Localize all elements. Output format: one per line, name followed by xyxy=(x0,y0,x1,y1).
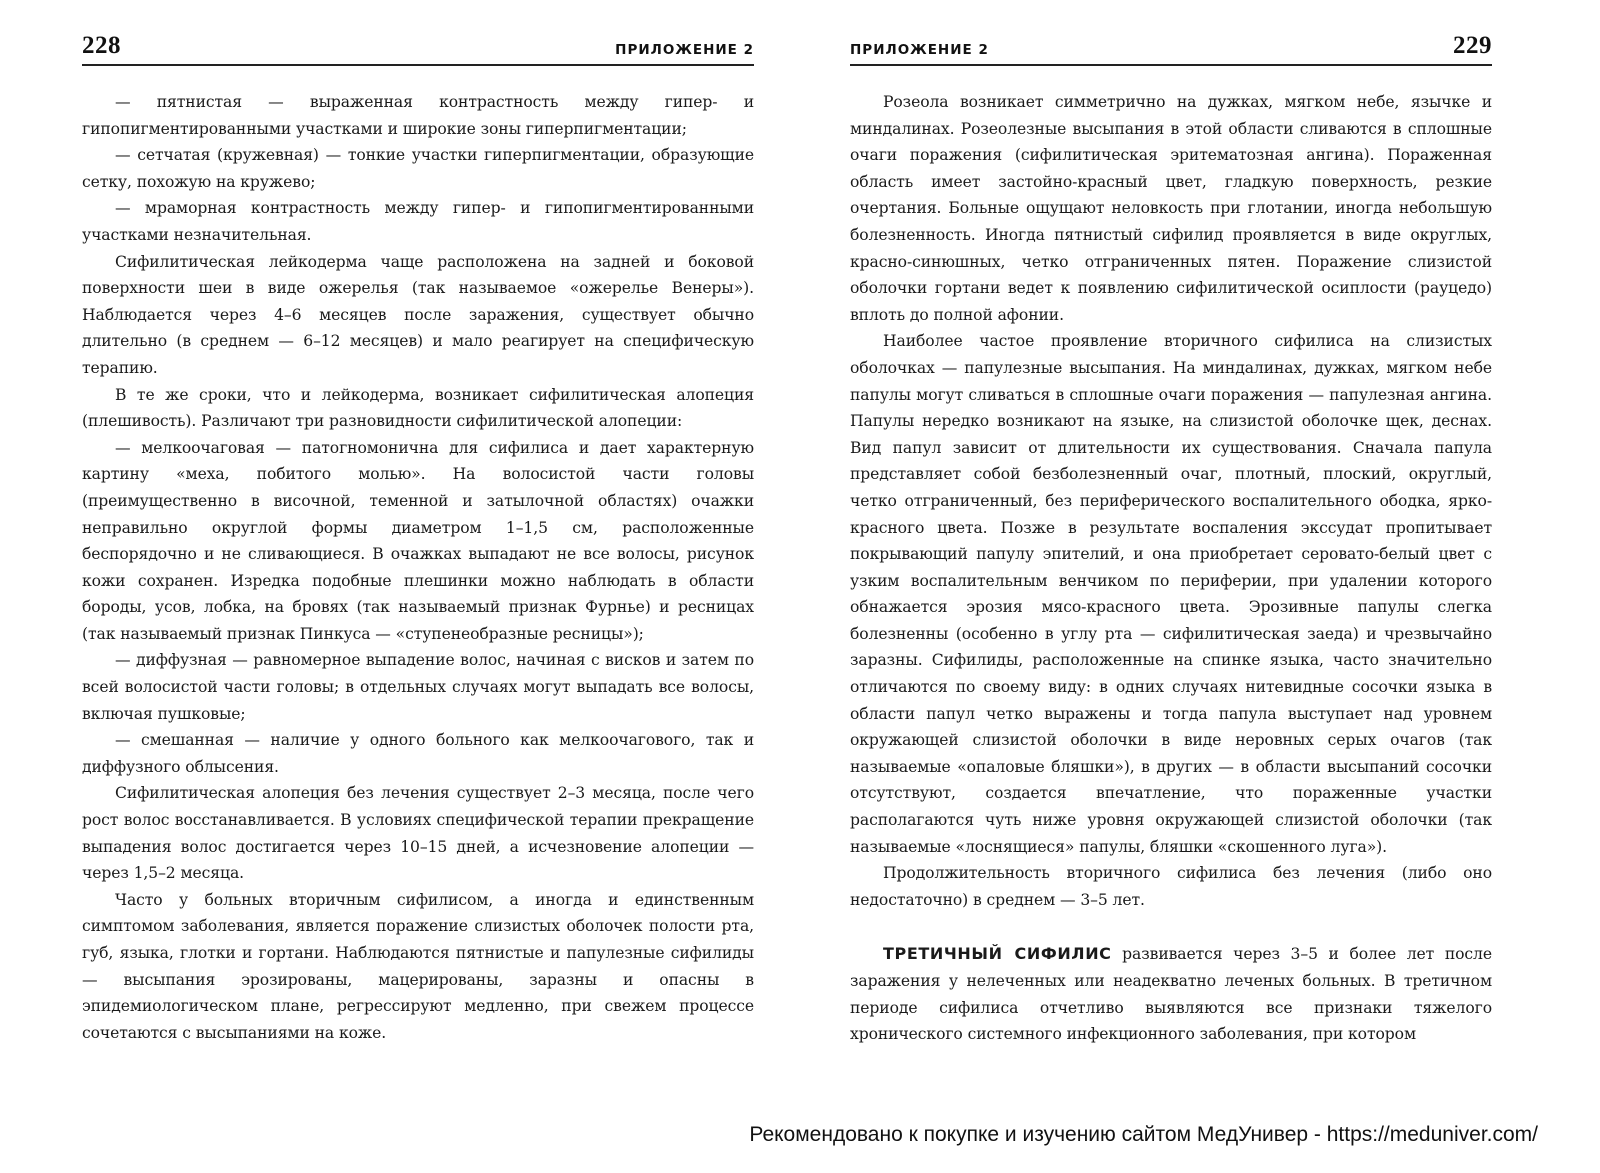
paragraph: Наиболее частое проявление вторичного сифилиса на слизистых оболочках — папулезные высыпания. На миндалинах, дужках, мягком небе папулы могут сливаться в сплошные очаги поражения — папулезная ангина. Папулы нередко возникают на языке, на слизистой оболочке щек, деснах. Вид папул зависит от длительности их существования. Сначала папула представляет собой безболезненный очаг, плотный, плоский, округлый, четко отграниченный, без периферического воспалительного ободка, ярко-красного цвета. Позже в результате воспаления экссудат пропитывает покрывающий папулу эпителий, и она приобретает серовато-белый цвет с узким воспалительным венчиком по периферии, при удалении которого обнажается эрозия мясо-красного цвета. Эрозивные папулы слегка болезненны (особенно в углу рта — сифилитическая заеда) и чрезвычайно заразны. Сифилиды, расположенные на спинке языка, часто значительно отличаются по своему виду: в одних случаях нитевидные сосочки языка в области папул четко выражены и тогда папула выступает над уровнем окружающей слизистой оболочки в виде неровных серых очагов (так называемые «опаловые бляшки»), в других — в области высыпаний сосочки отсутствуют, создается впечатление, что пораженные участки располагаются чуть ниже уровня окружающей слизистой оболочки (так называемые «лоснящиеся» папулы, бляшки «скошенного луга»). xyxy=(850,332,1492,856)
section-heading: ТРЕТИЧНЫЙ СИФИЛИС xyxy=(883,944,1112,964)
left-text-block xyxy=(82,89,754,1046)
paragraph: — диффузная — равномерное выпадение волос, начиная с висков и затем по всей волосистой части головы; в отдельных случаях могут выпадать все волосы, включая пушковые; xyxy=(82,651,754,723)
paragraph: Часто у больных вторичным сифилисом, а иногда и единственным симптомом заболевания, является поражение слизистых оболочек полости рта, губ, языка, глотки и гортани. Наблюдаются пятнистые и папулезные сифилиды — высыпания эрозированы, мацерированы, заразны и опасны в эпидемиологическом плане, регрессируют медленно, при свежем процессе сочетаются с высыпаниями на коже. xyxy=(82,890,754,1042)
left-header-title: ПРИЛОЖЕНИЕ 2 xyxy=(615,42,754,58)
paragraph: — мраморная контрастность между гипер- и гипопигментированными участками незначительная. xyxy=(82,199,754,244)
section-text: развивается через 3–5 и более лет после заражения у нелеченных или неадекватно леченых больных. В третичном периоде сифилиса отчетливо выявляются все признаки тяжелого хронического системного инфекционного заболевания, при котором xyxy=(850,945,1492,1044)
paragraph: — смешанная — наличие у одного больного как мелкоочагового, так и диффузного облысения. xyxy=(82,731,754,776)
left-running-head xyxy=(82,30,754,66)
right-running-head xyxy=(850,30,1492,66)
right-page xyxy=(850,0,1492,1110)
paragraph: Сифилитическая лейкодерма чаще расположена на задней и боковой поверхности шеи в виде ожерелья (так называемое «ожерелье Венеры»). Наблюдается через 4–6 месяцев после заражения, существует обычно длительно (в среднем — 6–12 месяцев) и мало реагирует на специфическую терапию. xyxy=(82,252,754,377)
right-text-block xyxy=(850,89,1492,1048)
paragraph: — мелкоочаговая — патогномонична для сифилиса и дает характерную картину «меха, побитого молью». На волосистой части головы (преимущественно в височной, теменной и затылочной областях) очажки неправильно округлой формы диаметром 1–1,5 см, расположенные беспорядочно и не сливающиеся. В очажках выпадают не все волосы, рисунок кожи сохранен. Изредка подобные плешинки можно наблюдать в области бороды, усов, лобка, на бровях (так называемый признак Фурнье) и ресницах (так называемый признак Пинкуса — «ступенеобразные ресницы»); xyxy=(82,438,754,643)
paragraph: Продолжительность вторичного сифилиса без лечения (либо оно недостаточно) в среднем — 3–5 лет. xyxy=(850,864,1492,909)
paragraph: Розеола возникает симметрично на дужках, мягком небе, язычке и миндалинах. Розеолезные высыпания в этой области сливаются в сплошные очаги поражения (сифилитическая эритематозная ангина). Пораженная область имеет застойно-красный цвет, гладкую поверхность, резкие очертания. Больные ощущают неловкость при глотании, иногда небольшую болезненность. Иногда пятнистый сифилид проявляется в виде округлых, красно-синюшных, четко отграниченных пятен. Поражение слизистой оболочки гортани ведет к появлению сифилитической осиплости (рауцедо) вплоть до полной афонии. xyxy=(850,93,1492,324)
left-page xyxy=(82,0,754,1110)
right-header-title: ПРИЛОЖЕНИЕ 2 xyxy=(850,42,989,58)
paragraph: — сетчатая (кружевная) — тонкие участки гиперпигментации, образующие сетку, похожую на кружево; xyxy=(82,146,754,191)
paragraph: — пятнистая — выраженная контрастность между гипер- и гипопигментированными участками и широкие зоны гиперпигментации; xyxy=(82,93,754,138)
right-page-number: 229 xyxy=(1453,32,1492,59)
paragraph: В те же сроки, что и лейкодерма, возникает сифилитическая алопеция (плешивость). Различают три разновидности сифилитической алопеции: xyxy=(82,385,754,431)
paragraph: Сифилитическая алопеция без лечения существует 2–3 месяца, после чего рост волос восстанавливается. В условиях специфической терапии прекращение выпадения волос достигается через 10–15 дней, а исчезновение алопеции — через 1,5–2 месяца. xyxy=(82,784,754,883)
left-page-number: 228 xyxy=(82,32,121,59)
footer-recommendation: Рекомендовано к покупке и изучению сайтом МедУнивер - https://meduniver.com/ xyxy=(749,1123,1538,1146)
section-paragraph xyxy=(850,941,1492,1047)
